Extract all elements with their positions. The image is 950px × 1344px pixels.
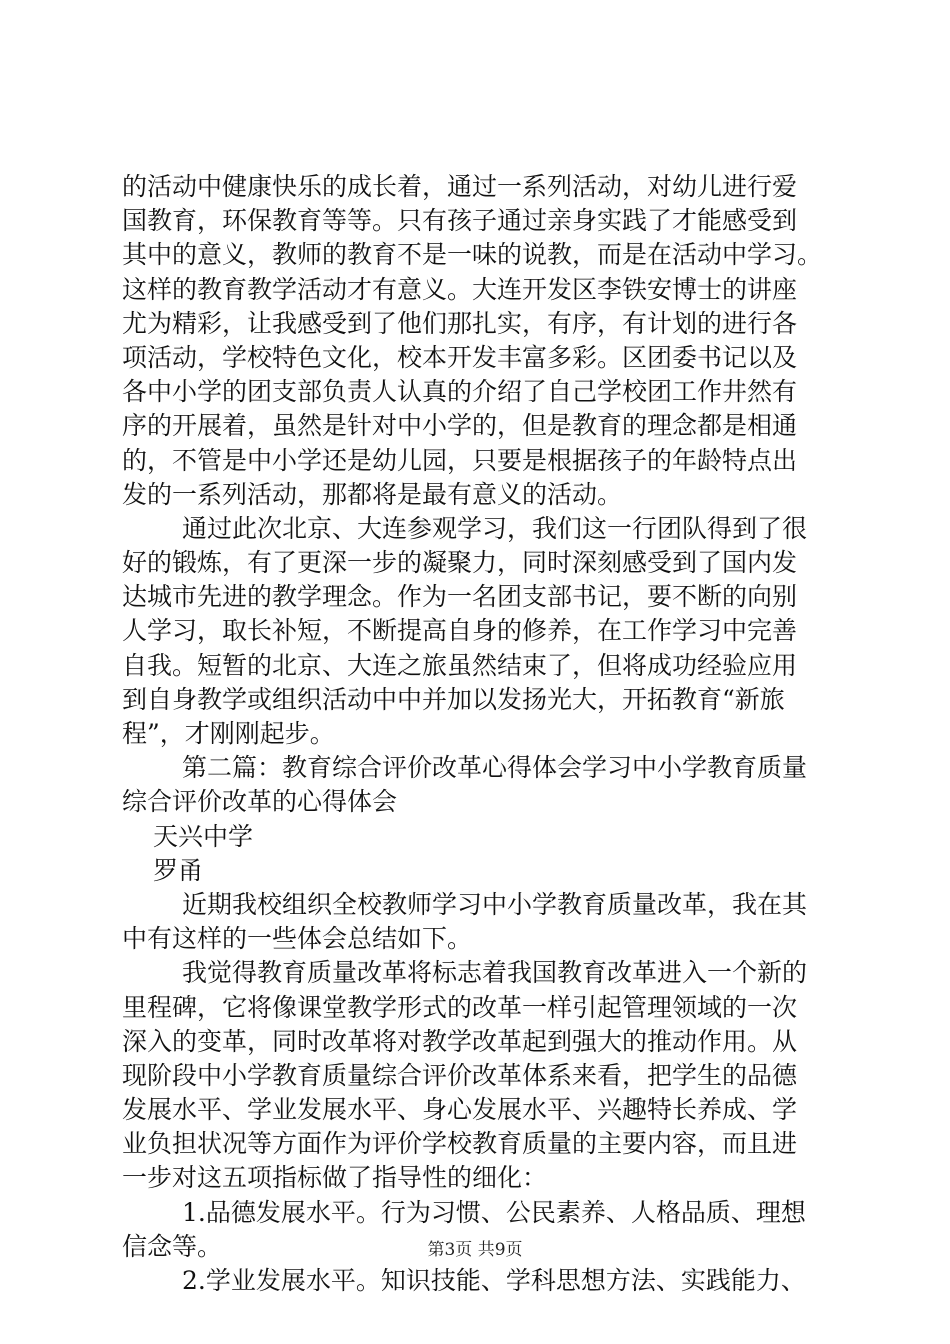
text-line: 这样的教育教学活动才有意义。大连开发区李铁安博士的讲座 <box>122 274 798 304</box>
paragraph-start-line: 近期我校组织全校教师学习中小学教育质量改革，我在其 <box>182 889 808 919</box>
school-name: 天兴中学 <box>153 821 254 851</box>
text-line: 发的一系列活动，那都将是最有意义的活动。 <box>122 479 623 509</box>
text-line: 中有这样的一些体会总结如下。 <box>122 924 473 954</box>
text-line: 自我。短暂的北京、大连之旅虽然结束了，但将成功经验应用 <box>122 650 798 680</box>
text-line: 人学习，取长补短，不断提高自身的修养，在工作学习中完善 <box>122 616 798 646</box>
text-line: 程”，才刚刚起步。 <box>122 719 335 748</box>
paragraph-start-line: 我觉得教育质量改革将标志着我国教育改革进入一个新的 <box>182 958 808 988</box>
text-line: 一步对这五项指标做了指导性的细化： <box>122 1163 548 1193</box>
text-line: 序的开展着，虽然是针对中小学的，但是教育的理念都是相通 <box>122 411 798 441</box>
section-title-line: 第二篇：教育综合评价改革心得体会学习中小学教育质量 <box>182 753 808 783</box>
text-line: 到自身教学或组织活动中中并加以发扬光大，开拓教育“新旅 <box>122 684 785 714</box>
text-line: 项活动，学校特色文化，校本开发丰富多彩。区团委书记以及 <box>122 342 798 372</box>
page-number: 第3页 共9页 <box>427 1240 523 1260</box>
text-line: 其中的意义，教师的教育不是一味的说教，而是在活动中学习。 <box>122 240 823 270</box>
text-line: 信念等。 <box>122 1231 223 1261</box>
list-item-line: 2.学业发展水平。知识技能、学科思想方法、实践能力、 <box>182 1266 806 1295</box>
text-line: 里程碑，它将像课堂教学形式的改革一样引起管理领域的一次 <box>122 992 798 1022</box>
text-line: 好的锻炼，有了更深一步的凝聚力，同时深刻感受到了国内发 <box>122 548 798 578</box>
text-line: 现阶段中小学教育质量综合评价改革体系来看，把学生的品德 <box>122 1060 798 1090</box>
document-body <box>122 170 838 1298</box>
page-footer <box>0 1240 950 1260</box>
section-title-line: 综合评价改革的心得体会 <box>122 787 398 817</box>
text-line: 的，不管是中小学还是幼儿园，只要是根据孩子的年龄特点出 <box>122 445 798 475</box>
text-line: 达城市先进的教学理念。作为一名团支部书记，要不断的向别 <box>122 582 798 612</box>
text-line: 深入的变革，同时改革将对教学改革起到强大的推动作用。从 <box>122 1026 798 1056</box>
paragraph-start-line: 通过此次北京、大连参观学习，我们这一行团队得到了很 <box>182 513 808 543</box>
text-line: 的活动中健康快乐的成长着，通过一系列活动，对幼儿进行爱 <box>122 172 798 201</box>
list-item-line: 1.品德发展水平。行为习惯、公民素养、人格品质、理想 <box>182 1197 806 1227</box>
text-line: 业负担状况等方面作为评价学校教育质量的主要内容，而且进 <box>122 1129 798 1159</box>
text-line: 发展水平、学业发展水平、身心发展水平、兴趣特长养成、学 <box>122 1095 798 1125</box>
text-line: 各中小学的团支部负责人认真的介绍了自己学校团工作井然有 <box>122 377 798 407</box>
text-line: 国教育，环保教育等等。只有孩子通过亲身实践了才能感受到 <box>122 206 798 236</box>
text-line: 尤为精彩，让我感受到了他们那扎实，有序，有计划的进行各 <box>122 308 798 338</box>
author-name: 罗甬 <box>153 855 204 885</box>
